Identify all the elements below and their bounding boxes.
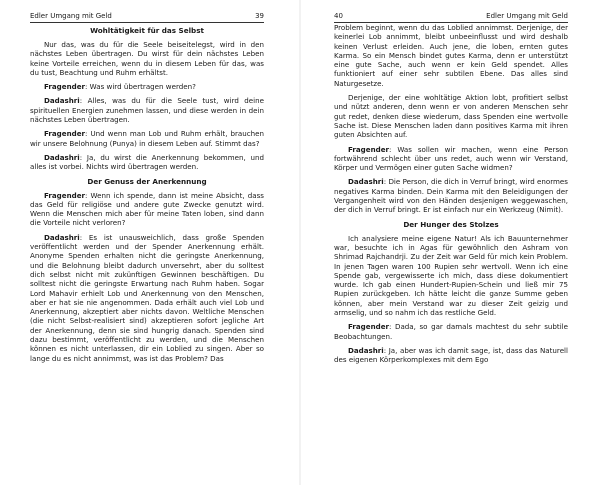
speaker-name: Dadashri — [44, 96, 80, 106]
dialog-text: : Dada, so gar damals machtest du sehr subtile Beobachtungen. — [334, 322, 568, 341]
speaker-name: Fragender — [44, 82, 86, 92]
dialog-text: : Ja, du wirst die Anerkennung bekommen, und alles ist vorbei. Nichts wird übertragen werden. — [30, 152, 264, 172]
right-header-title: Edler Umgang mit Geld — [486, 12, 568, 20]
dialog-paragraph — [30, 233, 264, 363]
continued-paragraph: Problem beginnt, wenn du das Loblied annimmst. Derjenige, der keinerlei Lob annimmt, bleibt unbeeinflusst und wird deshalb keinen Verlust erleiden. Auch jene, die loben, ernten gutes Karma. So ein Mensch bindet gutes Karma, denn er unterstützt eine gute Sache, auch wenn er kein Geld spendet. Alles funktioniert auf einer sehr subtilen Ebene. Das alles sind Naturgesetze. — [334, 23, 568, 88]
dialog-text: : Es ist unausweichlich, dass große Spenden veröffentlicht werden und der Spender Anerkennung erhält. Anonyme Spenden erhalten nicht die geringste Anerkennung, und die Belohnung bleibt dadurch unversehrt, aber du solltest dich selbst nicht mit zukünftigen Gewinnen beschäftigen. Du solltest nicht die geringste Erwartung nach Ruhm haben. Sogar Lord Mahavir erhielt Lob und Anerkennung von den Menschen, aber er hat sie nie angenommen. Dada erhält auch viel Lob und Anerkennung, akzeptiert aber nichts davon. Weltliche Menschen (die nicht Selbst-realisiert sind) akzeptieren sofort jegliche Art der Anerkennung, denn sie sind hungrig danach. Spenden sind dazu bestimmt, veröffentlicht zu werden, und die Menschen können es nicht unterlassen, dir ein Loblied zu singen. Aber so lange du es nicht annimmst, was ist das Problem? Das — [30, 232, 264, 363]
section-heading: Der Hunger des Stolzes — [403, 219, 499, 229]
section-heading: Der Genuss der Anerkennung — [87, 176, 207, 186]
dialog-paragraph — [30, 96, 264, 124]
left-page-body — [30, 26, 264, 363]
speaker-name: Fragender — [348, 144, 390, 154]
speaker-name: Fragender — [44, 129, 86, 139]
dialog-text: : Die Person, die dich in Verruf bringt, wird enormes negatives Karma binden. Dein Karma mit den Beleidigungen der Vergangenheit wird von den Händen desjenigen weggewaschen, der dich in Verruf bringt. Er ist einfach nur ein Werkzeug (Nimit). — [334, 177, 568, 215]
dialog-text: : Was wird übertragen werden? — [85, 82, 196, 92]
left-page-header — [30, 7, 264, 23]
speaker-name: Fragender — [44, 190, 86, 200]
dialog-text: : Alles, was du für die Seele tust, wird deine spirituellen Energien zunehmen lassen, und diese werden in dein nächstes Leben übertragen. — [30, 96, 264, 125]
dialog-text: : Was sollen wir machen, wenn eine Person fortwährend schlecht über uns redet, auch wenn wir Verstand, Körper und Vermögen einer guten Sache widmen? — [334, 144, 568, 173]
right-page-number: 40 — [334, 12, 343, 20]
speaker-name: Dadashri — [348, 345, 384, 355]
dialog-text: : Ja, aber was ich damit sage, ist, dass das Naturell des eigenen Körperkomplexes mit dem Ego — [334, 345, 568, 365]
body-paragraph: Nur das, was du für die Seele beiseitelegst, wird in den nächstes Leben übertragen. Du wirst für dein nächstes Leben keine Vorteile erreichen, wenn du in diesem Leben für das, was du tust, Beachtung und Ruhm erhältst. — [30, 40, 264, 77]
body-paragraph: Derjenige, der eine wohltätige Aktion lobt, profitiert selbst und nützt anderen, denn wenn er von anderen Menschen sehr gut redet, denken diese wiederum, dass Spenden eine wertvolle Sache ist. Diese Menschen laden dann positives Karma mit ihren guten Absichten auf. — [334, 93, 568, 140]
dialog-text: : Wenn ich spende, dann ist meine Absicht, dass das Geld für religiöse und andere gute Zwecke genutzt wird. Wenn die Menschen mich aber für meine Taten loben, sind dann die Vorteile nicht verloren? — [30, 190, 264, 228]
dialog-paragraph — [30, 129, 264, 148]
left-page-number: 39 — [255, 12, 264, 20]
body-paragraph: Ich analysiere meine eigene Natur! Als ich Bauunternehmer war, besuchte ich in Agas für gewöhnlich den Ashram von Shrimad Rajchandrji. Zu der Zeit war Geld für mich kein Problem. In jenen Tagen waren 100 Rupien sehr wertvoll. Wenn ich eine Spende gab, vergewisserte ich mich, dass diese dokumentiert wurde. Ich gab einen Hundert-Rupien-Schein und ließ mir 75 Rupien zurückgeben. Ich hätte leicht die ganze Summe geben können, aber mein Verstand war zu dieser Zeit geizig und armselig, und so nahm ich das restliche Geld. — [334, 233, 568, 318]
dialog-text: : Und wenn man Lob und Ruhm erhält, brauchen wir unsere Belohnung (Punya) in diesem Leben auf. Stimmt das? — [30, 129, 264, 148]
dialog-paragraph — [30, 191, 264, 228]
dialog-paragraph — [334, 322, 568, 341]
speaker-name: Dadashri — [44, 152, 80, 162]
speaker-name: Dadashri — [348, 177, 384, 187]
dialog-paragraph — [334, 177, 568, 214]
dialog-paragraph — [334, 145, 568, 173]
right-page-header — [334, 7, 568, 23]
left-header-title: Edler Umgang mit Geld — [30, 12, 112, 20]
section-heading: Wohltätigkeit für das Selbst — [90, 26, 204, 35]
dialog-paragraph — [30, 153, 264, 172]
right-page-body — [334, 23, 568, 365]
right-page — [300, 0, 600, 485]
speaker-name: Dadashri — [44, 232, 80, 242]
dialog-paragraph — [30, 82, 264, 91]
dialog-paragraph — [334, 346, 568, 365]
speaker-name: Fragender — [348, 322, 390, 332]
